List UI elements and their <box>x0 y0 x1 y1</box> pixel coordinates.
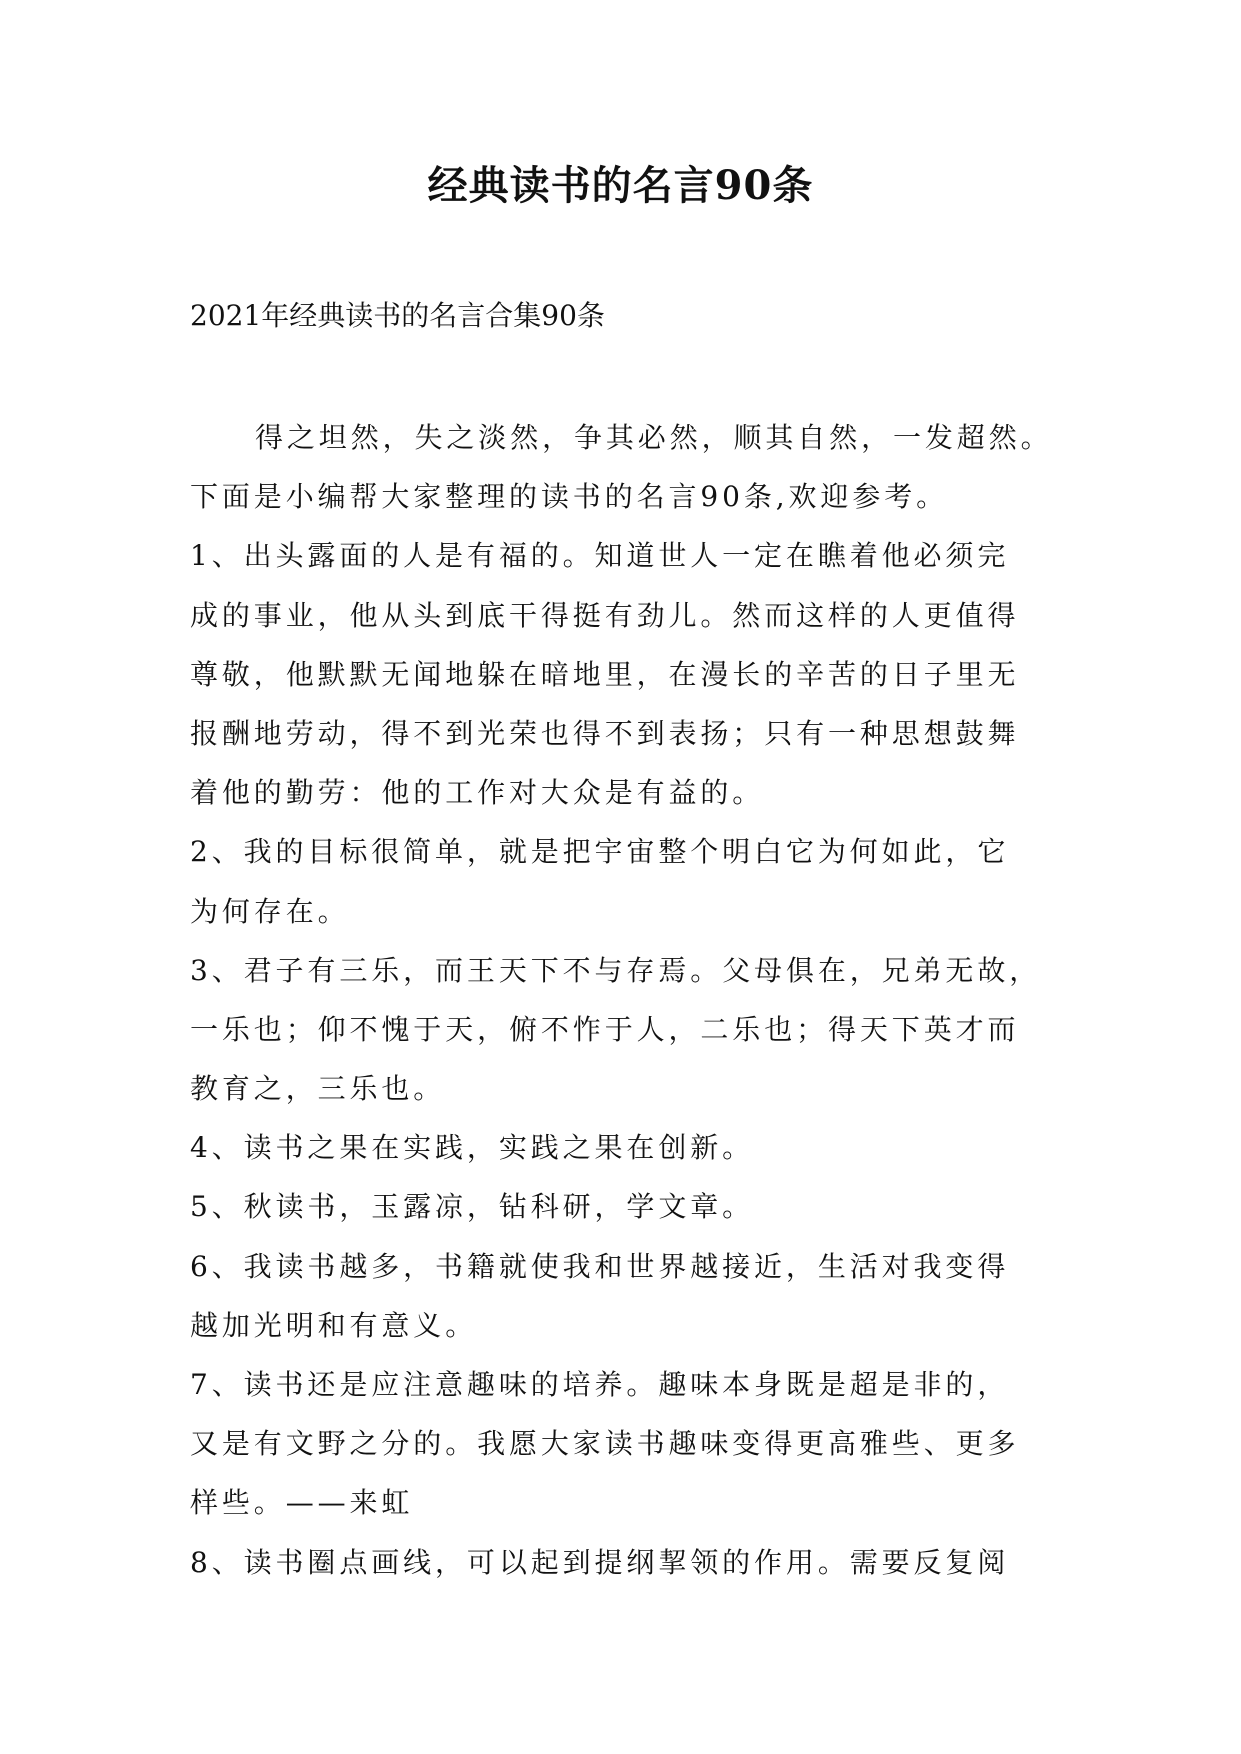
quote-8-line: 8、读书圈点画线，可以起到提纲挈领的作用。需要反复阅 <box>190 1545 1010 1579</box>
quote-7-line: 又是有文野之分的。我愿大家读书趣味变得更高雅些、更多 <box>190 1427 1020 1461</box>
quote-6-line: 6、我读书越多，书籍就使我和世界越接近，生活对我变得 <box>190 1249 1010 1283</box>
quote-4-line: 4、读书之果在实践，实践之果在创新。 <box>190 1131 755 1165</box>
quote-1-line: 尊敬，他默默无闻地躲在暗地里，在漫长的辛苦的日子里无 <box>190 657 1020 691</box>
intro-line: 下面是小编帮大家整理的读书的名言90条,欢迎参考。 <box>190 480 949 514</box>
intro-line: 得之坦然，失之淡然，争其必然，顺其自然，一发超然。 <box>255 421 1053 454</box>
quote-2-line: 2、我的目标很简单，就是把宇宙整个明白它为何如此，它 <box>190 835 1010 869</box>
quote-3-line: 3、君子有三乐，而王天下不与存焉。父母俱在，兄弟无故， <box>190 953 1042 987</box>
quote-3-line: 一乐也；仰不愧于天，俯不怍于人，二乐也；得天下英才而 <box>190 1012 1020 1046</box>
quote-1-line: 1、出头露面的人是有福的。知道世人一定在瞧着他必须完 <box>190 539 1010 573</box>
quote-2-line: 为何存在。 <box>190 894 350 928</box>
document-body <box>190 408 1090 1592</box>
quote-7-line: 7、读书还是应注意趣味的培养。趣味本身既是超是非的， <box>190 1368 1010 1401</box>
quote-1-line: 成的事业，他从头到底干得挺有劲儿。然而这样的人更值得 <box>190 598 1020 632</box>
quote-7-line: 样些。——来虹 <box>190 1486 414 1520</box>
quote-1-line: 着他的勤劳：他的工作对大众是有益的。 <box>190 776 765 810</box>
document-title: 经典读书的名言90条 <box>427 162 814 209</box>
quote-3-line: 教育之，三乐也。 <box>190 1072 446 1106</box>
document-subtitle: 2021年经典读书的名言合集90条 <box>190 299 605 332</box>
quote-5-line: 5、秋读书，玉露凉，钻科研，学文章。 <box>190 1190 755 1224</box>
quote-1-line: 报酬地劳动，得不到光荣也得不到表扬；只有一种思想鼓舞 <box>190 716 1020 750</box>
quote-6-line: 越加光明和有意义。 <box>190 1308 478 1342</box>
